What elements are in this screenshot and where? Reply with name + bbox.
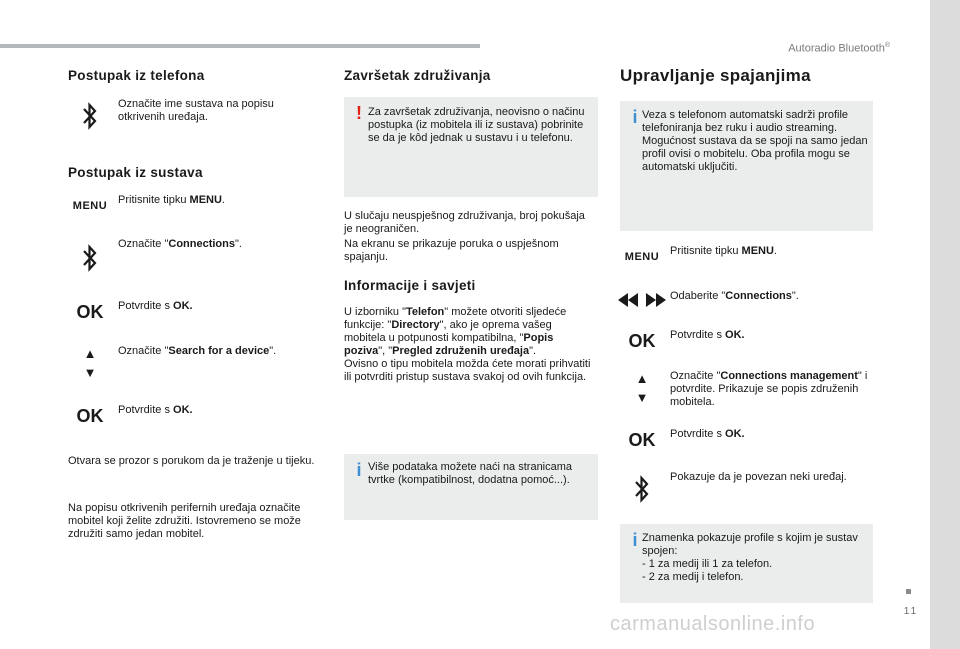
page-number: 11	[903, 606, 919, 617]
warning-text: Za završetak združivanja, neovisno o načinu postupka (iz mobitela ili iz sustava) pobrinite se da je kôd jednak u sustavu i u telefonu.	[368, 106, 585, 144]
step-text: Potvrdite s OK.	[118, 300, 193, 312]
right-edge-bar	[930, 0, 960, 649]
paragraph-select-phone: Na popisu otkrivenih perifernih uređaja označite mobitel koji želite združiti. Istovremeno se može združiti samo jedan mobitel.	[68, 502, 301, 540]
step-text: Pritisnite tipku MENU.	[670, 245, 777, 257]
ok-button-icon: OK	[628, 430, 656, 450]
page-dot	[906, 589, 911, 594]
bluetooth-icon	[62, 98, 118, 134]
info-text: Znamenka pokazuje profile s kojim je sustav spojen: - 1 za medij ili 1 za telefon. - 2 za medij i telefon.	[642, 532, 858, 583]
step-select-system-name	[62, 98, 300, 134]
step-text: Pokazuje da je povezan neki uređaj.	[670, 471, 847, 483]
menu-button-icon: MENU	[72, 200, 108, 212]
paragraph-phone-menu: U izborniku "Telefon" možete otvoriti sljedeće funkcije: "Directory", ako je oprema vašeg mobitela u potpunosti kompatibilna, "Popis poziva", "Pregled združenih uređaja". Ovisno o tipu mobitela možda ćete morati prihvatiti ili potvrditi pristup sustava svakoj od ovih funkcija.	[344, 306, 591, 383]
step-press-menu	[614, 245, 870, 269]
step-text: Označite "Connections".	[118, 238, 242, 250]
warning-icon: !	[356, 103, 362, 123]
top-rule	[0, 44, 480, 48]
step-confirm-ok-2	[614, 428, 870, 452]
info-icon: i	[632, 530, 638, 550]
paragraph-search-progress: Otvara se prozor s porukom da je traženje u tijeku.	[68, 455, 315, 467]
step-confirm-ok	[62, 300, 300, 324]
left-right-arrows-icon	[614, 290, 670, 310]
paragraph-success-message: Na ekranu se prikazuje poruka o uspješnom spajanju.	[344, 238, 559, 263]
step-connections-management	[614, 370, 870, 409]
step-select-connections	[62, 238, 300, 278]
step-search-device	[62, 345, 300, 381]
info-box-profiles	[620, 101, 873, 231]
up-down-arrows-icon: ▲ ▼	[83, 346, 97, 380]
menu-button-icon: MENU	[624, 251, 660, 263]
ok-button-icon: OK	[628, 331, 656, 351]
info-icon: i	[632, 107, 638, 127]
step-text: Odaberite "Connections".	[670, 290, 799, 302]
paragraph-failed-pairing: U slučaju neuspješnog združivanja, broj pokušaja je neograničen.	[344, 210, 585, 235]
info-icon: i	[356, 460, 362, 480]
watermark: carmanualsonline.info	[610, 613, 816, 635]
step-text: Potvrdite s OK.	[670, 329, 745, 341]
step-text: Označite "Connections management" i potvrdite. Prikazuje se popis združenih mobitela.	[670, 370, 868, 408]
step-press-menu	[62, 194, 300, 218]
heading-pairing-from-phone: Postupak iz telefona	[68, 68, 205, 83]
heading-connection-management: Upravljanje spajanjima	[620, 66, 811, 85]
bluetooth-icon	[614, 471, 670, 507]
heading-info-tips: Informacije i savjeti	[344, 278, 476, 293]
warning-box	[344, 97, 598, 197]
info-text: Više podataka možete naći na stranicama tvrtke (kompatibilnost, dodatna pomoć...).	[368, 461, 573, 486]
step-device-connected	[614, 471, 870, 507]
heading-pairing-completion: Završetak združivanja	[344, 68, 491, 83]
info-text: Veza s telefonom automatski sadrži profile telefoniranja bez ruku i audio streaming. Mogućnost sustava da se spoji na samo jedan profil ovisi o mobitelu. Oba profila mogu se automatski uključiti.	[642, 109, 868, 173]
step-text: Označite ime sustava na popisu otkrivenih uređaja.	[118, 98, 274, 123]
info-box-more-data	[344, 454, 598, 520]
step-confirm-ok	[614, 329, 870, 353]
ok-button-icon: OK	[76, 302, 104, 322]
step-confirm-ok-2	[62, 404, 300, 428]
info-box-profile-digit	[620, 524, 873, 603]
step-text: Pritisnite tipku MENU.	[118, 194, 225, 206]
step-text: Potvrdite s OK.	[670, 428, 745, 440]
up-down-arrows-icon: ▲ ▼	[635, 371, 649, 405]
heading-pairing-from-system: Postupak iz sustava	[68, 165, 203, 180]
ok-button-icon: OK	[76, 406, 104, 426]
page-header-title: Autoradio Bluetooth®	[788, 42, 890, 55]
bluetooth-icon	[62, 238, 118, 278]
step-text: Označite "Search for a device".	[118, 345, 277, 357]
step-text: Potvrdite s OK.	[118, 404, 193, 416]
step-choose-connections	[614, 290, 870, 310]
